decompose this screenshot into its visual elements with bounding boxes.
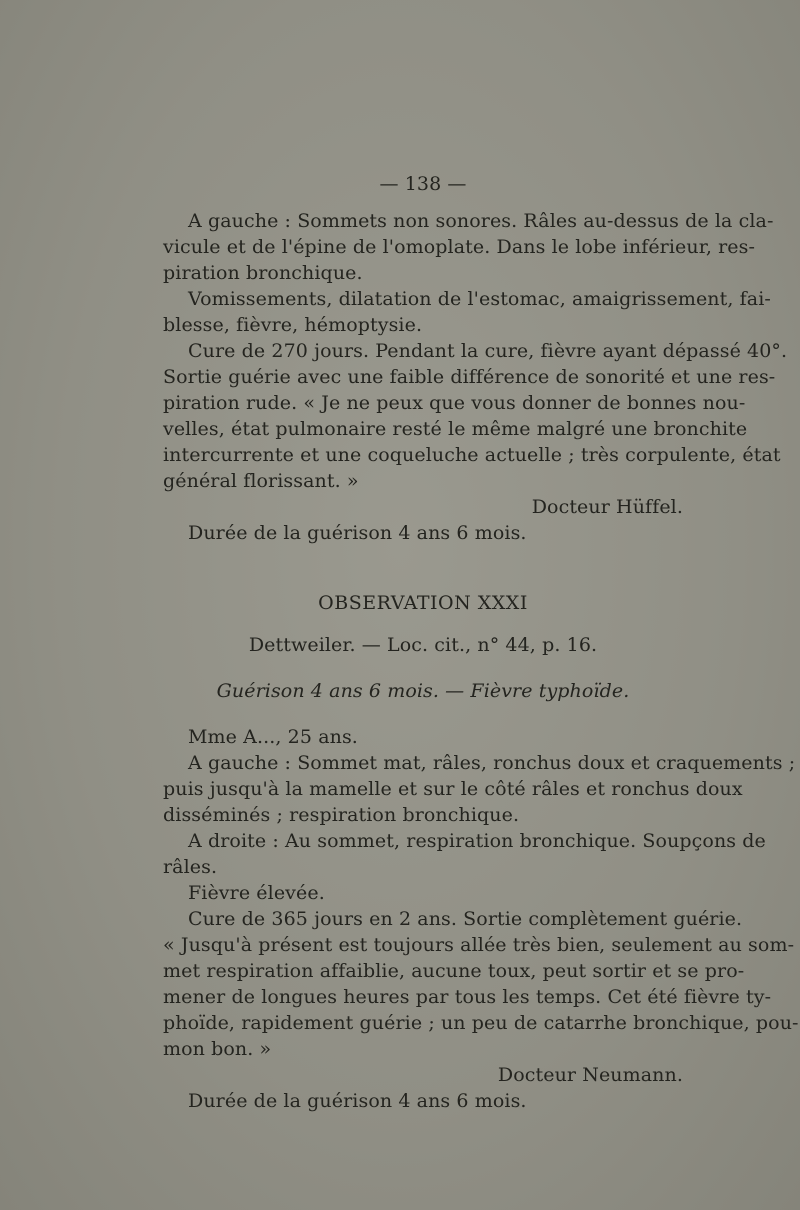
paragraph-line: vicule et de l'épine de l'omoplate. Dans le lobe inférieur, res- [163,236,755,258]
cure-duration: Durée de la guérison 4 ans 6 mois. [188,522,527,544]
observation-title: OBSERVATION XXXI [318,592,528,614]
paragraph-line: phoïde, rapidement guérie ; un peu de catarrhe bronchique, pou- [163,1012,799,1034]
paragraph-line: « Jusqu'à présent est toujours allée très bien, seulement au som- [163,934,795,956]
cure-duration: Durée de la guérison 4 ans 6 mois. [188,1090,527,1112]
paragraph-line: mon bon. » [163,1038,272,1060]
paragraph-line: Mme A..., 25 ans. [188,726,358,748]
observation-subtitle: Guérison 4 ans 6 mois. — Fièvre typhoïde. [216,680,630,702]
paragraph-line: A gauche : Sommets non sonores. Râles au-dessus de la cla- [188,210,774,232]
paragraph-line: Vomissements, dilatation de l'estomac, amaigrissement, fai- [188,288,771,310]
paragraph-line: puis jusqu'à la mamelle et sur le côté râles et ronchus doux [163,778,743,800]
paragraph-line: piration bronchique. [163,262,363,284]
paragraph-line: Fièvre élevée. [188,882,325,904]
reference-line: Dettweiler. — Loc. cit., n° 44, p. 16. [248,634,598,656]
paragraph-line: piration rude. « Je ne peux que vous donner de bonnes nou- [163,392,746,414]
signature: Docteur Neumann. [497,1064,683,1086]
paragraph-line: Cure de 270 jours. Pendant la cure, fièvre ayant dépassé 40°. [188,340,788,362]
paragraph-line: mener de longues heures par tous les temps. Cet été fièvre ty- [163,986,772,1008]
paragraph-line: A droite : Au sommet, respiration bronchique. Soupçons de [188,830,766,852]
paragraph-line: met respiration affaiblie, aucune toux, peut sortir et se pro- [163,960,745,982]
paragraph-line: A gauche : Sommet mat, râles, ronchus doux et craquements ; [188,752,796,774]
paragraph-line: Cure de 365 jours en 2 ans. Sortie complètement guérie. [188,908,743,930]
paragraph-line: râles. [163,856,218,878]
paragraph-line: intercurrente et une coqueluche actuelle ; très corpulente, état [163,444,781,466]
paragraph-line: blesse, fièvre, hémoptysie. [163,314,423,336]
signature: Docteur Hüffel. [531,496,683,518]
paragraph-line: Sortie guérie avec une faible différence de sonorité et une res- [163,366,776,388]
page-number: — 138 — [379,173,467,195]
paragraph-line: velles, état pulmonaire resté le même malgré une bronchite [163,418,748,440]
paragraph-line: général florissant. » [163,470,359,492]
paragraph-line: disséminés ; respiration bronchique. [163,804,520,826]
